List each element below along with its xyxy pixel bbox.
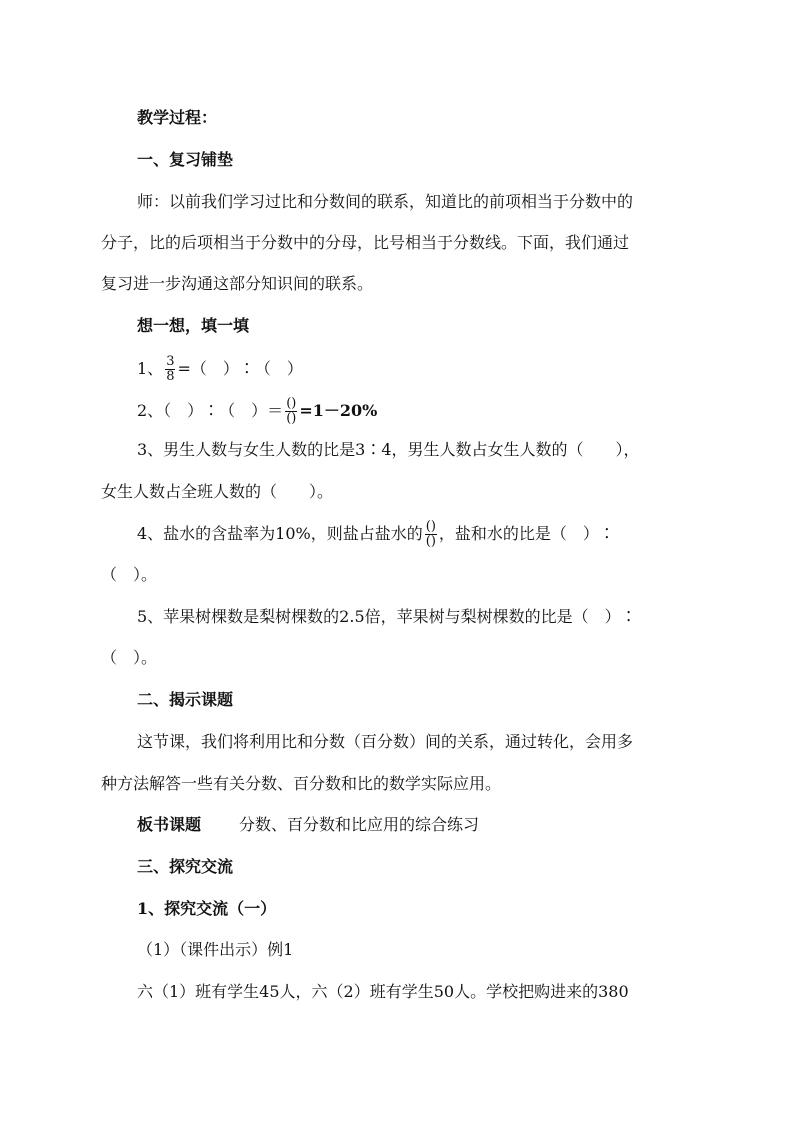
question-2-prefix: 2、（ ）∶（ ）＝ <box>137 401 284 420</box>
board-label: 板书课题 <box>137 815 202 834</box>
question-4-line-2: （ ）。 <box>101 565 158 584</box>
fraction-denominator: () <box>425 534 436 549</box>
fraction-denominator: () <box>286 411 297 426</box>
fraction-denominator: 8 <box>166 369 175 384</box>
fraction-numerator: () <box>425 519 436 534</box>
fraction-numerator: 3 <box>166 354 175 369</box>
section2-para-line-2: 种方法解答一些有关分数、百分数和比的数学实际应用。 <box>101 774 502 793</box>
section2-para-line-1: 这节课，我们将利用比和分数（百分数）间的关系，通过转化，会用多 <box>137 732 634 751</box>
question-3-line-1: 3、男生人数与女生人数的比是3∶4，男生人数占女生人数的（ ）， <box>137 440 640 459</box>
question-1-rest: =（ ）∶（ ） <box>177 359 303 378</box>
board-title-line <box>137 815 479 835</box>
section1-para-line-2: 分子，比的后项相当于分数中的分母，比号相当于分数线。下面，我们通过 <box>101 233 630 252</box>
question-3-line-2: 女生人数占全班人数的（ ）。 <box>101 482 334 501</box>
section1-para-line-1: 师：以前我们学习过比和分数间的联系，知道比的前项相当于分数中的 <box>137 192 634 211</box>
question-1 <box>137 355 303 384</box>
question-4-line-1 <box>137 520 615 549</box>
question-1-prefix: 1、 <box>137 359 164 378</box>
problem-line: 六（1）班有学生45人，六（2）班有学生50人。学校把购进来的380 <box>137 982 629 1001</box>
think-fill-heading: 想一想，填一填 <box>137 316 250 335</box>
section3-sub1: 1、探究交流（一） <box>137 899 277 918</box>
question-4-rest: ，盐和水的比是（ ）∶ <box>438 524 615 543</box>
fraction-blank <box>425 520 437 549</box>
section3-title: 三、探究交流 <box>137 857 234 876</box>
section1-title: 一、复习铺垫 <box>137 150 234 169</box>
example-1-label: （1）（课件出示）例1 <box>137 940 294 959</box>
heading-process: 教学过程： <box>137 108 218 127</box>
board-text: 分数、百分数和比应用的综合练习 <box>239 815 480 834</box>
section2-title: 二、揭示课题 <box>137 690 234 709</box>
question-5-line-2: （ ）。 <box>101 648 158 667</box>
fraction-blank <box>285 397 297 426</box>
question-5-line-1: 5、苹果树棵数是梨树棵数的2.5倍，苹果树与梨树棵数的比是（ ）∶ <box>137 607 637 626</box>
fraction-numerator: () <box>286 396 297 411</box>
question-4-prefix: 4、盐水的含盐率为10%，则盐占盐水的 <box>137 524 423 543</box>
section1-para-line-3: 复习进一步沟通这部分知识间的联系。 <box>101 274 374 293</box>
question-2 <box>137 397 377 426</box>
question-2-rest: =1－20% <box>299 401 378 420</box>
fraction-3-8 <box>165 355 175 384</box>
